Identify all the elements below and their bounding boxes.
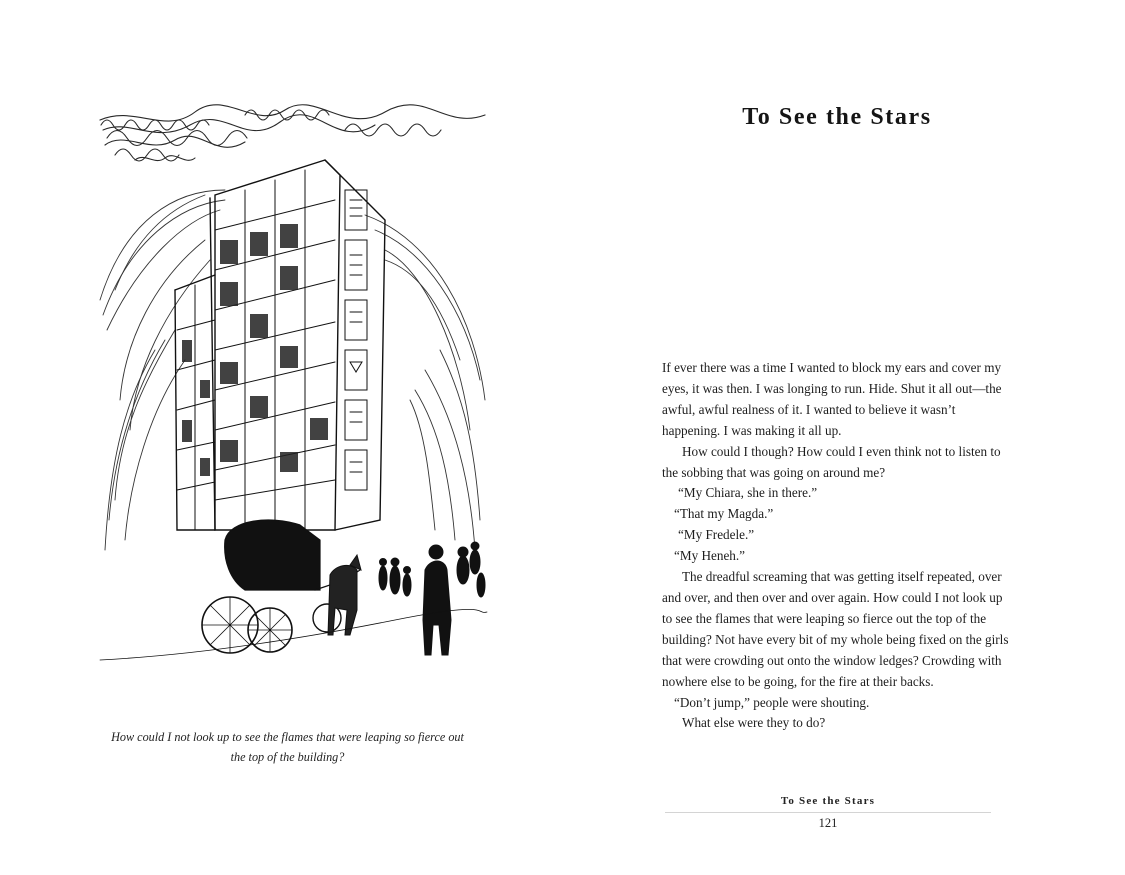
chapter-title: To See the Stars: [742, 104, 932, 130]
footer-divider: [665, 812, 991, 813]
dialogue-line: “My Chiara, she in there.”: [678, 485, 818, 501]
dialogue-line: “My Heneh.”: [674, 548, 746, 564]
paragraph: What else were they to do?: [682, 715, 826, 731]
paragraph: The dreadful screaming that was getting itself repeated, over and over, and then over and over again. How could I not look up to see the flames that were leaping so fierce out the top of the building? Not have every bit of my whole being fixed on the girls that were crowding out onto the window ledges? Crowding with nowhere else to be going, for the fire at their backs.: [662, 569, 1009, 689]
illustration-caption: How could I not look up to see the flames that were leaping so fierce out the top of the building?: [111, 730, 464, 764]
dialogue-line: “That my Magda.”: [674, 506, 774, 522]
burning-building-illustration: [95, 100, 490, 665]
page-number: 121: [818, 816, 838, 830]
dialogue-line: “Don’t jump,” people were shouting.: [674, 694, 870, 710]
paragraph: If ever there was a time I wanted to block my ears and cover my eyes, it was then. I was longing to run. Hide. Shut it all out—the awful, awful realness of it. I wanted to believe it wasn’t happening. I was making it all up.: [662, 360, 1002, 438]
chapter-body: [662, 358, 1014, 734]
dialogue-line: “My Fredele.”: [678, 527, 755, 543]
running-footer-title: To See the Stars: [780, 795, 876, 807]
paragraph: How could I though? How could I even think not to listen to the sobbing that was going on around me?: [662, 443, 1001, 480]
